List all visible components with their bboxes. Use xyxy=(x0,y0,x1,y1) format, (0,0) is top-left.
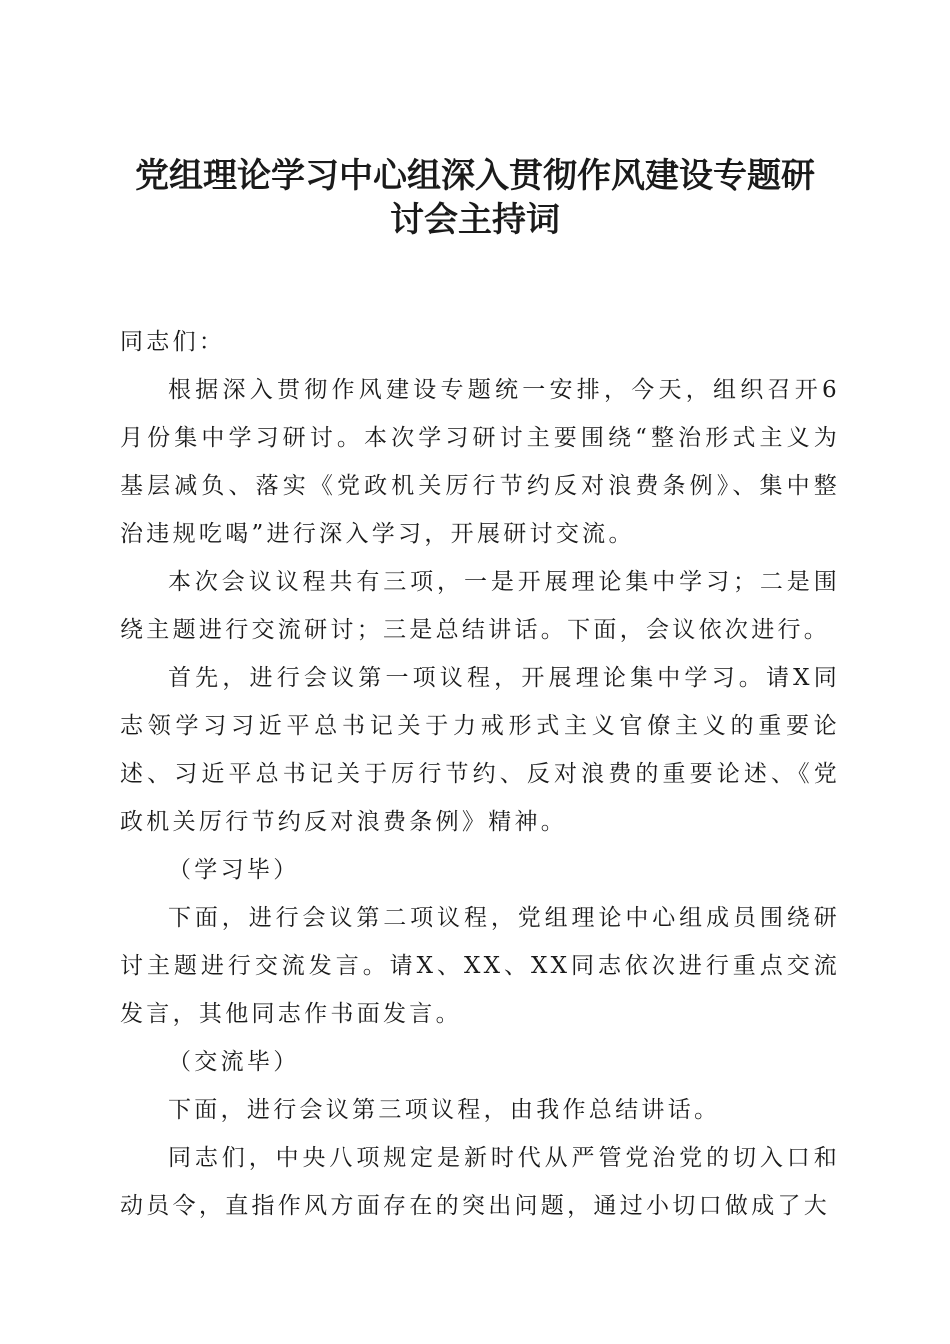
note-study-finished: （学习毕） xyxy=(168,857,300,883)
paragraph-2: 本次会议议程共有三项，一是开展理论集中学习；二是围绕主题进行交流研讨；三是总结讲话。下面，会议依次进行。 xyxy=(120,569,840,643)
document-title-line-2: 讨会主持词 xyxy=(390,200,560,240)
paragraph-6: 同志们，中央八项规定是新时代从严管党治党的切入口和动员令，直指作风方面存在的突出问题，通过小切口做成了大 xyxy=(120,1145,840,1219)
document-body xyxy=(120,318,840,1230)
paragraph-4: 下面，进行会议第二项议程，党组理论中心组成员围绕研讨主题进行交流发言。请X、XX、XX同志依次进行重点交流发言，其他同志作书面发言。 xyxy=(120,905,840,1027)
paragraph-1: 根据深入贯彻作风建设专题统一安排，今天，组织召开6月份集中学习研讨。本次学习研讨主要围绕“整治形式主义为基层减负、落实《党政机关厉行节约反对浪费条例》、集中整治违规吃喝”进行深入学习，开展研讨交流。 xyxy=(120,377,840,547)
salutation: 同志们： xyxy=(120,329,226,355)
paragraph-3: 首先，进行会议第一项议程，开展理论集中学习。请X同志领学习习近平总书记关于力戒形式主义官僚主义的重要论述、习近平总书记关于厉行节约、反对浪费的重要论述、《党政机关厉行节约反对浪费条例》精神。 xyxy=(120,665,840,835)
note-exchange-finished: （交流毕） xyxy=(168,1049,300,1075)
document-title-line-1: 党组理论学习中心组深入贯彻作风建设专题研 xyxy=(135,156,815,196)
paragraph-5: 下面，进行会议第三项议程，由我作总结讲话。 xyxy=(168,1097,721,1123)
